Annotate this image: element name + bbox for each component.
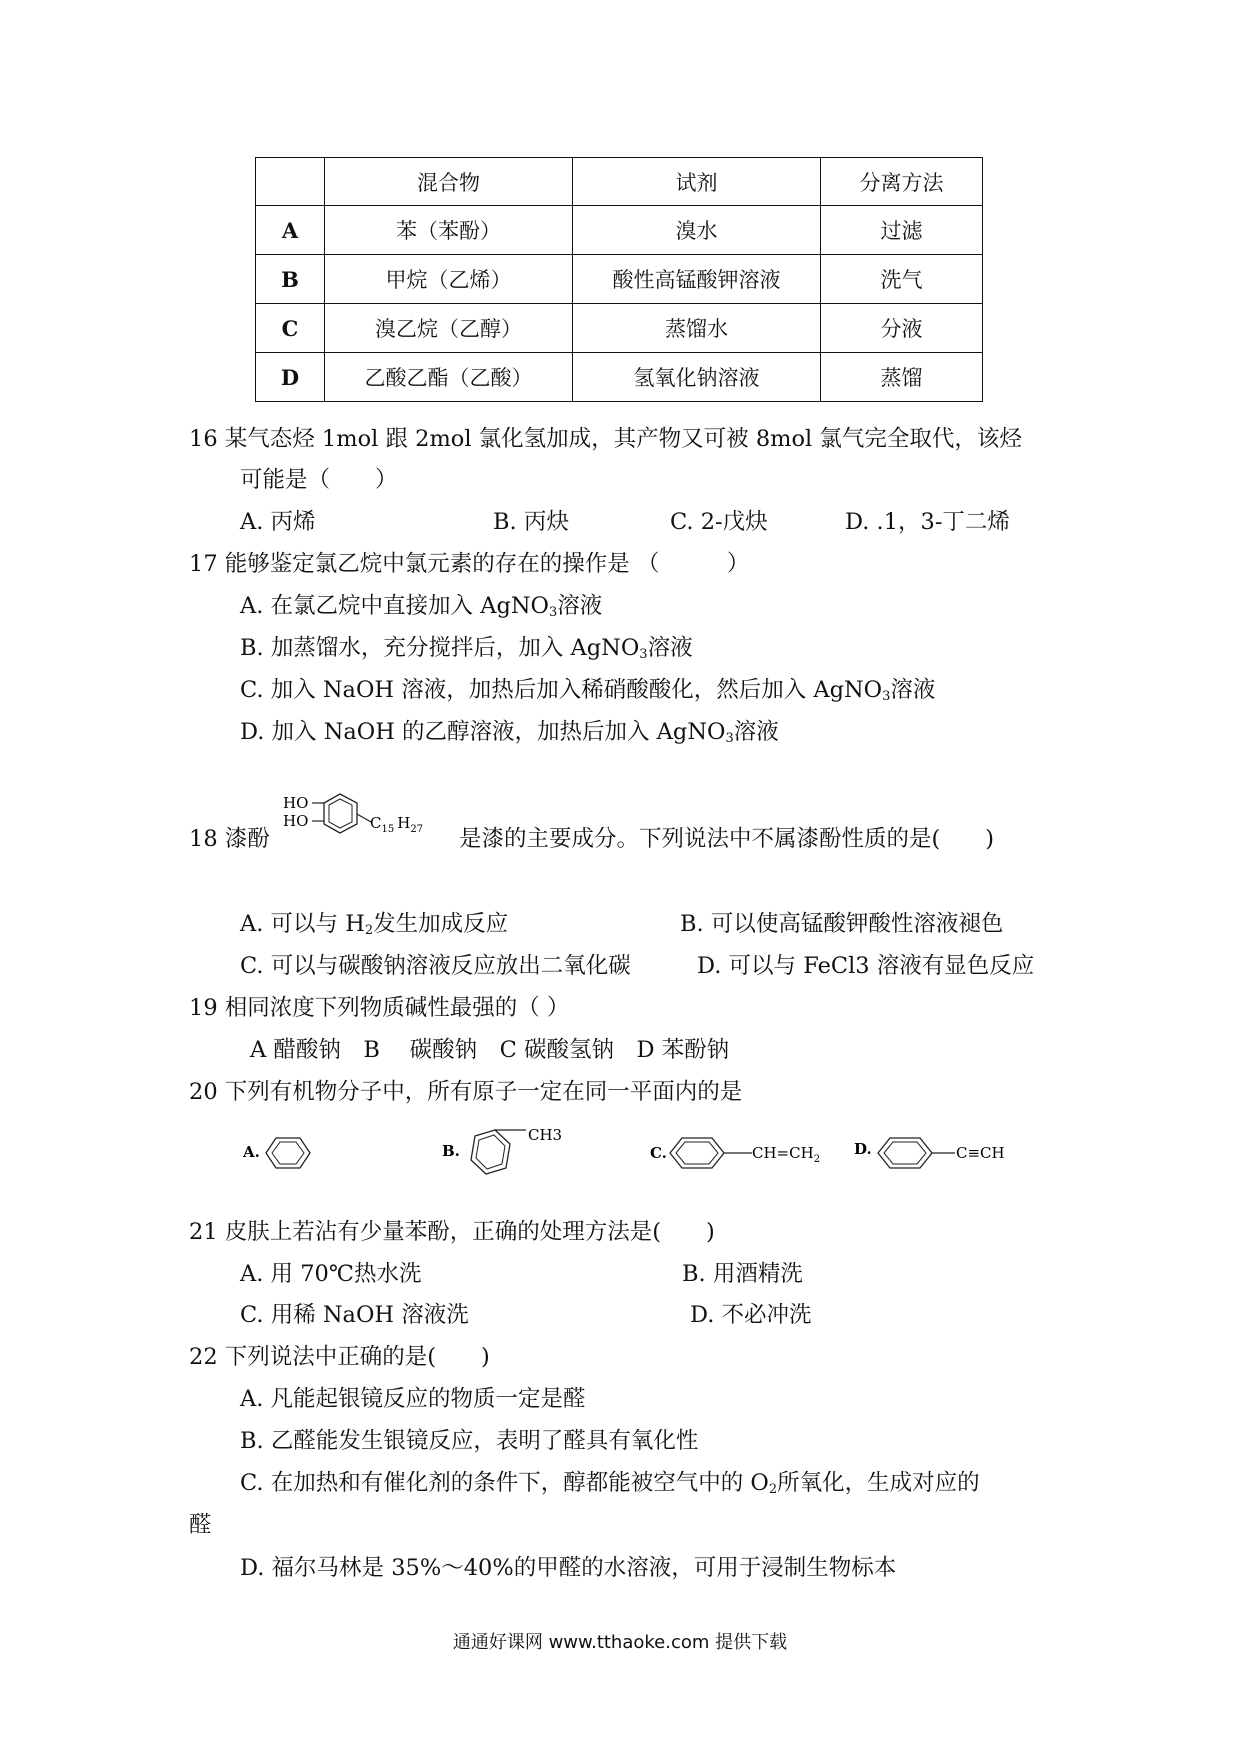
- q18-option-b: B. 可以使高锰酸钾酸性溶液褪色: [680, 911, 1004, 937]
- q18-stem-prefix: 18 漆酚: [189, 826, 270, 852]
- row-label: B: [256, 255, 325, 304]
- row-reagent: 氢氧化钠溶液: [573, 353, 821, 402]
- row-mixture: 甲烷（乙烯）: [325, 255, 573, 304]
- table-header-blank: [256, 158, 325, 206]
- q17-stem: 17 能够鉴定氯乙烷中氯元素的存在的操作是 （ ）: [189, 551, 750, 577]
- table-header-reagent: 试剂: [573, 158, 821, 206]
- q22-option-b: B. 乙醛能发生银镜反应，表明了醛具有氧化性: [240, 1428, 699, 1454]
- structure-ho-label: HO: [283, 794, 309, 812]
- urushiol-structure: [280, 790, 460, 850]
- q16-option-a: A. 丙烯: [240, 509, 316, 535]
- row-method: 分液: [821, 304, 983, 353]
- q20-option-c-label: C.: [650, 1144, 667, 1162]
- table-row: [256, 353, 983, 402]
- q20-option-c-vinyl: $CH=CH_2$: [752, 1144, 821, 1165]
- row-method: 洗气: [821, 255, 983, 304]
- table-header-row: [256, 158, 983, 206]
- q22-option-d: D. 福尔马林是 35%～40%的甲醛的水溶液，可用于浸制生物标本: [240, 1555, 897, 1581]
- row-mixture: 苯（苯酚）: [325, 206, 573, 255]
- table-row: [256, 304, 983, 353]
- q21-stem: 21 皮肤上若沾有少量苯酚，正确的处理方法是( ): [189, 1219, 715, 1245]
- q16-option-d: D. .1，3-丁二烯: [845, 509, 1010, 535]
- q18-option-a: A. 可以与 $H_2$发生加成反应: [240, 911, 509, 938]
- row-reagent: 溴水: [573, 206, 821, 255]
- row-label: C: [256, 304, 325, 353]
- structure-c15h27-label: $C_{15}$ $H_{27}$: [370, 814, 424, 835]
- q22-option-c: C. 在加热和有催化剂的条件下，醇都能被空气中的 $O_2$所氧化，生成对应的: [240, 1470, 980, 1497]
- row-reagent: 蒸馏水: [573, 304, 821, 353]
- q20-option-a-label: A.: [243, 1143, 260, 1161]
- q20-option-d-phenylacetylene: [852, 1130, 1022, 1178]
- q16-option-b: B. 丙炔: [493, 509, 569, 535]
- structure-ho-label: HO: [283, 812, 309, 830]
- row-reagent: 酸性高锰酸钾溶液: [573, 255, 821, 304]
- row-label: D: [256, 353, 325, 402]
- q22-stem: 22 下列说法中正确的是( ): [189, 1344, 490, 1370]
- q17-option-d: D. 加入 NaOH 的乙醇溶液，加热后加入 AgNO$_3$溶液: [240, 719, 779, 746]
- q21-option-c: C. 用稀 NaOH 溶液洗: [240, 1302, 469, 1328]
- q18-option-c: C. 可以与碳酸钠溶液反应放出二氧化碳: [240, 953, 631, 979]
- q21-option-d: D. 不必冲洗: [690, 1302, 812, 1328]
- q21-option-a: A. 用 70℃热水洗: [240, 1261, 422, 1287]
- q22-option-c-cont: 醛: [189, 1512, 212, 1538]
- q20-option-b-methyl: CH3: [528, 1126, 563, 1144]
- table-row: [256, 255, 983, 304]
- table-header-mixture: 混合物: [325, 158, 573, 206]
- q17-option-c: C. 加入 NaOH 溶液，加热后加入稀硝酸酸化，然后加入 AgNO$_3$溶液: [240, 677, 936, 704]
- q20-option-b-label: B.: [442, 1142, 460, 1160]
- q16-option-c: C. 2-戊炔: [670, 509, 768, 535]
- q20-option-d-ethynyl: C≡CH: [956, 1144, 1005, 1162]
- q20-option-c-styrene: [648, 1130, 828, 1178]
- q21-option-b: B. 用酒精洗: [682, 1261, 803, 1287]
- q16-stem: 16 某气态烃 1mol 跟 2mol 氯化氢加成，其产物又可被 8mol 氯气完全取代，该烃: [189, 426, 1022, 452]
- q20-option-d-label: D.: [854, 1140, 872, 1158]
- row-method: 过滤: [821, 206, 983, 255]
- q18-option-d: D. 可以与 FeCl3 溶液有显色反应: [697, 953, 1035, 979]
- row-mixture: 乙酸乙酯（乙酸）: [325, 353, 573, 402]
- q17-option-b: B. 加蒸馏水，充分搅拌后，加入 AgNO$_3$溶液: [240, 635, 693, 662]
- q20-option-b-toluene: [440, 1126, 580, 1186]
- q19-stem: 19 相同浓度下列物质碱性最强的（ ）: [189, 995, 570, 1021]
- table-header-method: 分离方法: [821, 158, 983, 206]
- row-method: 蒸馏: [821, 353, 983, 402]
- separation-table: [255, 157, 983, 402]
- row-mixture: 溴乙烷（乙醇）: [325, 304, 573, 353]
- q19-options: A 醋酸钠 B 碳酸钠 C 碳酸氢钠 D 苯酚钠: [250, 1037, 730, 1063]
- q18-stem-suffix: 是漆的主要成分。下列说法中不属漆酚性质的是( ): [459, 826, 995, 852]
- q17-option-a: A. 在氯乙烷中直接加入 AgNO$_3$溶液: [240, 593, 603, 620]
- q20-option-a-benzene: [240, 1132, 340, 1176]
- footer-source: 通通好课网 www.tthaoke.com 提供下载: [452, 1632, 788, 1653]
- row-label: A: [256, 206, 325, 255]
- table-row: [256, 206, 983, 255]
- q16-stem-cont: 可能是（ ）: [240, 467, 398, 493]
- q22-option-a: A. 凡能起银镜反应的物质一定是醛: [240, 1386, 586, 1412]
- q20-stem: 20 下列有机物分子中，所有原子一定在同一平面内的是: [189, 1079, 743, 1105]
